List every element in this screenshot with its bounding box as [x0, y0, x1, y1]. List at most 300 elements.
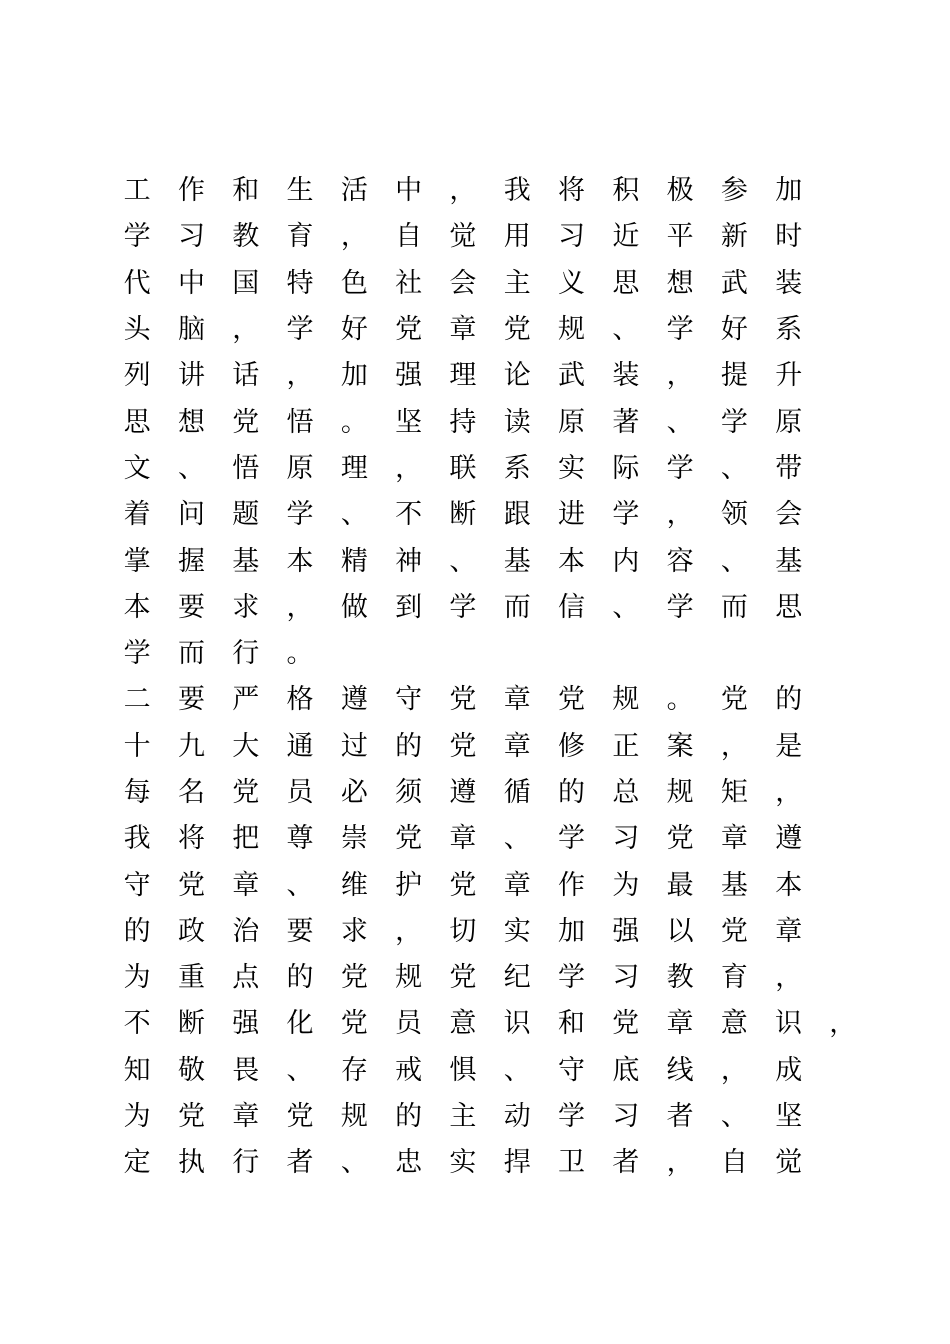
text-char: 想	[666, 267, 694, 299]
text-char: 党	[720, 915, 748, 947]
text-char: 基	[503, 545, 531, 577]
text-char: 悟	[232, 452, 260, 484]
text-char: 党	[340, 1008, 368, 1040]
text-line	[110, 1094, 870, 1140]
text-char: 纪	[503, 962, 531, 994]
text-char: 规	[395, 962, 423, 994]
text-char: 政	[177, 915, 205, 947]
text-char: 联	[449, 452, 477, 484]
text-char: 党	[449, 869, 477, 901]
text-char: 是	[775, 730, 803, 762]
text-char: 教	[666, 962, 694, 994]
text-char: 用	[503, 221, 531, 253]
text-char: 、	[286, 1054, 314, 1086]
text-char: ，	[829, 1008, 857, 1040]
text-char: 活	[340, 175, 368, 207]
text-char: 学	[612, 499, 640, 531]
text-line	[110, 538, 870, 584]
text-char: 正	[612, 730, 640, 762]
text-char: 做	[340, 591, 368, 623]
text-char: 坚	[395, 406, 423, 438]
text-char: 实	[558, 452, 586, 484]
text-char: 学	[666, 452, 694, 484]
text-line	[110, 724, 870, 770]
text-char: 为	[612, 869, 640, 901]
text-char: 学	[558, 962, 586, 994]
text-char: 学	[123, 638, 151, 670]
text-char: 原	[775, 406, 803, 438]
text-char: 要	[177, 591, 205, 623]
text-char: ，	[775, 962, 803, 994]
text-char: 章	[503, 730, 531, 762]
text-line	[110, 816, 870, 862]
text-char: 章	[720, 823, 748, 855]
text-char: 、	[340, 1147, 368, 1179]
text-line	[110, 631, 870, 677]
text-char: 为	[123, 962, 151, 994]
text-char: 循	[503, 777, 531, 808]
text-char: 和	[557, 1008, 585, 1040]
text-line	[110, 1048, 870, 1094]
text-char: 的	[286, 962, 314, 994]
text-char: 坚	[775, 1101, 803, 1133]
text-char: 党	[666, 823, 694, 855]
text-char: 自	[395, 221, 423, 253]
text-char: 习	[612, 823, 640, 855]
text-char: 学	[720, 406, 748, 438]
text-char: 、	[503, 823, 531, 855]
text-char: 、	[503, 1054, 531, 1086]
text-char: 遵	[775, 823, 803, 855]
text-char: 国	[232, 267, 260, 299]
text-char: 动	[503, 1101, 531, 1133]
text-char: 平	[666, 221, 694, 253]
text-char: 本	[558, 545, 586, 577]
text-char: 行	[232, 638, 260, 670]
text-char: 守	[123, 869, 151, 901]
text-char: 本	[775, 869, 803, 901]
text-char: 际	[612, 452, 640, 484]
text-char: 化	[286, 1008, 314, 1040]
text-char: 学	[666, 591, 694, 623]
text-line	[110, 168, 870, 214]
text-char: 党	[177, 869, 205, 901]
text-char: 参	[720, 175, 748, 207]
text-char: 党	[449, 730, 477, 762]
text-char: 的	[558, 777, 586, 808]
text-char: 。	[286, 638, 314, 670]
text-line	[110, 677, 870, 723]
text-char: 加	[558, 915, 586, 947]
text-char: 育	[720, 962, 748, 994]
text-char: 育	[286, 221, 314, 253]
text-char: 线	[666, 1054, 694, 1086]
text-char: 而	[177, 638, 205, 670]
text-char: 守	[558, 1054, 586, 1086]
text-char: 成	[775, 1054, 803, 1086]
text-char: 强	[612, 915, 640, 947]
text-char: 知	[123, 1054, 151, 1086]
text-char: 自	[720, 1147, 748, 1179]
text-char: 将	[558, 175, 586, 207]
text-char: 领	[720, 499, 748, 531]
text-char: 维	[340, 869, 368, 901]
text-char: 著	[612, 406, 640, 438]
text-char: 要	[286, 915, 314, 947]
text-char: 护	[395, 869, 423, 901]
text-char: 断	[177, 1008, 205, 1040]
text-char: 新	[720, 221, 748, 253]
text-char: 最	[666, 869, 694, 901]
text-char: 。	[666, 684, 694, 716]
text-char: 党	[612, 1008, 640, 1040]
text-char: 格	[286, 684, 314, 716]
text-char: 武	[720, 267, 748, 299]
text-char: 神	[395, 545, 423, 577]
text-char: 二	[123, 684, 151, 716]
text-char: 思	[775, 591, 803, 623]
text-char: 尊	[286, 823, 314, 855]
text-char: ，	[720, 1054, 748, 1086]
text-char: ，	[395, 915, 423, 947]
text-char: 学	[286, 499, 314, 531]
text-line	[110, 862, 870, 908]
text-char: 崇	[340, 823, 368, 855]
text-char: 色	[340, 267, 368, 299]
text-line	[110, 585, 870, 631]
text-char: 学	[123, 221, 151, 253]
text-char: 重	[177, 962, 205, 994]
text-char: 党	[720, 684, 748, 716]
text-char: 党	[340, 962, 368, 994]
text-char: 信	[558, 591, 586, 623]
text-char: 实	[449, 1147, 477, 1179]
text-char: 加	[775, 175, 803, 207]
text-char: 过	[340, 730, 368, 762]
text-line	[110, 492, 870, 538]
text-char: 严	[232, 684, 260, 716]
text-char: 实	[503, 915, 531, 947]
text-char: 的	[775, 684, 803, 716]
text-char: 进	[558, 499, 586, 531]
text-char: 规	[558, 314, 586, 346]
text-char: 为	[123, 1101, 151, 1133]
text-char: 而	[720, 591, 748, 623]
text-char: 的	[395, 730, 423, 762]
text-char: 意	[449, 1008, 477, 1040]
text-char: 基	[232, 545, 260, 577]
text-char: 时	[775, 221, 803, 253]
text-char: 学	[558, 823, 586, 855]
text-char: 治	[232, 915, 260, 947]
text-char: 讲	[177, 360, 205, 392]
text-char: 近	[612, 221, 640, 253]
text-char: ，	[232, 314, 260, 346]
text-char: 着	[123, 499, 151, 531]
text-char: 求	[232, 591, 260, 623]
text-char: 总	[612, 777, 640, 808]
text-char: 不	[123, 1008, 151, 1040]
text-char: 跟	[503, 499, 531, 531]
text-char: 章	[503, 684, 531, 716]
text-char: 本	[123, 591, 151, 623]
text-char: 作	[177, 175, 205, 207]
text-line	[110, 261, 870, 307]
text-char: 学	[286, 314, 314, 346]
text-char: 、	[666, 406, 694, 438]
text-char: 底	[612, 1054, 640, 1086]
text-char: 以	[666, 915, 694, 947]
text-char: 、	[720, 545, 748, 577]
text-char: ，	[775, 777, 803, 808]
text-char: 案	[666, 730, 694, 762]
text-char: 员	[395, 1008, 423, 1040]
text-char: 读	[503, 406, 531, 438]
text-char: 强	[395, 360, 423, 392]
text-char: 会	[449, 267, 477, 299]
text-line	[110, 909, 870, 955]
text-char: 学	[666, 314, 694, 346]
text-char: 和	[232, 175, 260, 207]
text-char: 、	[720, 452, 748, 484]
text-char: 意	[720, 1008, 748, 1040]
text-char: 求	[340, 915, 368, 947]
text-char: 识	[775, 1008, 803, 1040]
text-char: 党	[177, 1101, 205, 1133]
text-char: 党	[449, 962, 477, 994]
text-char: 题	[232, 499, 260, 531]
text-char: ，	[449, 175, 477, 207]
text-char: 执	[177, 1147, 205, 1179]
text-char: 中	[177, 267, 205, 299]
text-char: 、	[720, 1101, 748, 1133]
text-char: 理	[340, 452, 368, 484]
text-char: 极	[666, 175, 694, 207]
text-char: ，	[666, 360, 694, 392]
text-char: 识	[503, 1008, 531, 1040]
text-char: 习	[177, 221, 205, 253]
text-char: 者	[666, 1101, 694, 1133]
text-line	[110, 1001, 870, 1047]
text-char: 习	[612, 962, 640, 994]
text-char: 习	[558, 221, 586, 253]
text-char: 把	[232, 823, 260, 855]
text-line	[110, 214, 870, 260]
text-char: 、	[612, 314, 640, 346]
text-char: 会	[775, 499, 803, 531]
text-char: 思	[123, 406, 151, 438]
text-char: 党	[449, 684, 477, 716]
text-char: 敬	[177, 1054, 205, 1086]
text-char: 觉	[775, 1147, 803, 1179]
text-char: 脑	[177, 314, 205, 346]
text-char: ，	[286, 591, 314, 623]
text-char: 悟	[286, 406, 314, 438]
text-char: 强	[232, 1008, 260, 1040]
text-char: 规	[666, 777, 694, 808]
text-char: 将	[177, 823, 205, 855]
text-char: 党	[395, 823, 423, 855]
text-char: 论	[503, 360, 531, 392]
text-line	[110, 955, 870, 1001]
text-char: 党	[286, 1101, 314, 1133]
text-char: 容	[666, 545, 694, 577]
text-char: 行	[232, 1147, 260, 1179]
text-char: 切	[449, 915, 477, 947]
text-char: 想	[177, 406, 205, 438]
text-char: 卫	[558, 1147, 586, 1179]
text-char: 修	[558, 730, 586, 762]
text-char: 、	[177, 452, 205, 484]
text-char: 戒	[395, 1054, 423, 1086]
text-char: 升	[775, 360, 803, 392]
text-char: 列	[123, 360, 151, 392]
text-char: 特	[286, 267, 314, 299]
text-char: 精	[340, 545, 368, 577]
text-char: 章	[232, 869, 260, 901]
text-line	[110, 1140, 870, 1186]
text-char: 系	[503, 452, 531, 484]
text-char: 每	[123, 777, 151, 808]
text-char: 章	[449, 823, 477, 855]
text-char: 装	[775, 267, 803, 299]
text-char: 必	[340, 777, 368, 808]
text-char: 、	[449, 545, 477, 577]
text-char: 握	[177, 545, 205, 577]
text-char: 掌	[123, 545, 151, 577]
text-line	[110, 399, 870, 445]
text-char: 的	[395, 1101, 423, 1133]
text-char: 的	[123, 915, 151, 947]
text-char: 教	[232, 221, 260, 253]
text-char: 到	[395, 591, 423, 623]
text-char: 主	[503, 267, 531, 299]
text-char: 持	[449, 406, 477, 438]
text-char: 基	[720, 869, 748, 901]
text-char: 思	[612, 267, 640, 299]
text-char: 规	[612, 684, 640, 716]
text-char: 员	[286, 777, 314, 808]
text-char: 九	[177, 730, 205, 762]
text-char: 、	[612, 591, 640, 623]
text-char: 原	[558, 406, 586, 438]
text-char: 大	[232, 730, 260, 762]
text-char: 者	[612, 1147, 640, 1179]
text-char: 我	[123, 823, 151, 855]
text-char: 、	[340, 499, 368, 531]
text-char: 守	[395, 684, 423, 716]
text-char: 矩	[720, 777, 748, 808]
text-char: 问	[177, 499, 205, 531]
text-char: 工	[123, 175, 151, 207]
text-char: 原	[286, 452, 314, 484]
text-char: 存	[340, 1054, 368, 1086]
text-char: 党	[395, 314, 423, 346]
text-char: 须	[395, 777, 423, 808]
text-char: 者	[286, 1147, 314, 1179]
text-char: 遵	[340, 684, 368, 716]
text-char: ，	[340, 221, 368, 253]
text-line	[110, 307, 870, 353]
text-char: 学	[449, 591, 477, 623]
text-char: 章	[503, 869, 531, 901]
text-char: ，	[286, 360, 314, 392]
text-char: 章	[775, 915, 803, 947]
text-char: 基	[775, 545, 803, 577]
text-char: 章	[232, 1101, 260, 1133]
text-char: 带	[775, 452, 803, 484]
text-char: 好	[340, 314, 368, 346]
text-char: 主	[449, 1101, 477, 1133]
text-char: 加	[340, 360, 368, 392]
text-char: 畏	[232, 1054, 260, 1086]
text-char: 积	[612, 175, 640, 207]
text-line	[110, 353, 870, 399]
text-char: 我	[503, 175, 531, 207]
text-char: 觉	[449, 221, 477, 253]
text-char: 学	[558, 1101, 586, 1133]
text-char: 要	[177, 684, 205, 716]
text-char: 中	[395, 175, 423, 207]
text-char: 。	[340, 406, 368, 438]
text-char: 不	[395, 499, 423, 531]
text-line	[110, 446, 870, 492]
text-char: 义	[558, 267, 586, 299]
text-char: 党	[558, 684, 586, 716]
text-char: 头	[123, 314, 151, 346]
text-char: 遵	[449, 777, 477, 808]
text-char: 作	[558, 869, 586, 901]
text-char: 生	[286, 175, 314, 207]
text-char: 本	[286, 545, 314, 577]
text-char: 武	[558, 360, 586, 392]
text-char: 章	[449, 314, 477, 346]
text-char: 章	[666, 1008, 694, 1040]
text-char: ，	[720, 730, 748, 762]
text-char: 党	[503, 314, 531, 346]
text-char: 名	[177, 777, 205, 808]
text-char: ，	[666, 499, 694, 531]
text-char: 点	[232, 962, 260, 994]
text-char: ，	[395, 452, 423, 484]
text-char: 断	[449, 499, 477, 531]
text-char: 文	[123, 452, 151, 484]
text-char: 提	[720, 360, 748, 392]
text-char: 理	[449, 360, 477, 392]
text-char: 习	[612, 1101, 640, 1133]
text-char: 好	[720, 314, 748, 346]
text-char: 、	[286, 869, 314, 901]
text-char: 话	[232, 360, 260, 392]
text-char: 党	[232, 406, 260, 438]
text-char: 装	[612, 360, 640, 392]
text-char: 定	[123, 1147, 151, 1179]
text-char: 社	[395, 267, 423, 299]
text-char: 内	[612, 545, 640, 577]
text-line	[110, 770, 870, 816]
text-char: 系	[775, 314, 803, 346]
text-char: 通	[286, 730, 314, 762]
text-char: ，	[666, 1147, 694, 1179]
body-text	[110, 168, 870, 1187]
text-char: 而	[503, 591, 531, 623]
text-char: 捍	[503, 1147, 531, 1179]
text-char: 忠	[395, 1147, 423, 1179]
text-char: 惧	[449, 1054, 477, 1086]
text-char: 规	[340, 1101, 368, 1133]
text-char: 十	[123, 730, 151, 762]
text-char: 代	[123, 267, 151, 299]
